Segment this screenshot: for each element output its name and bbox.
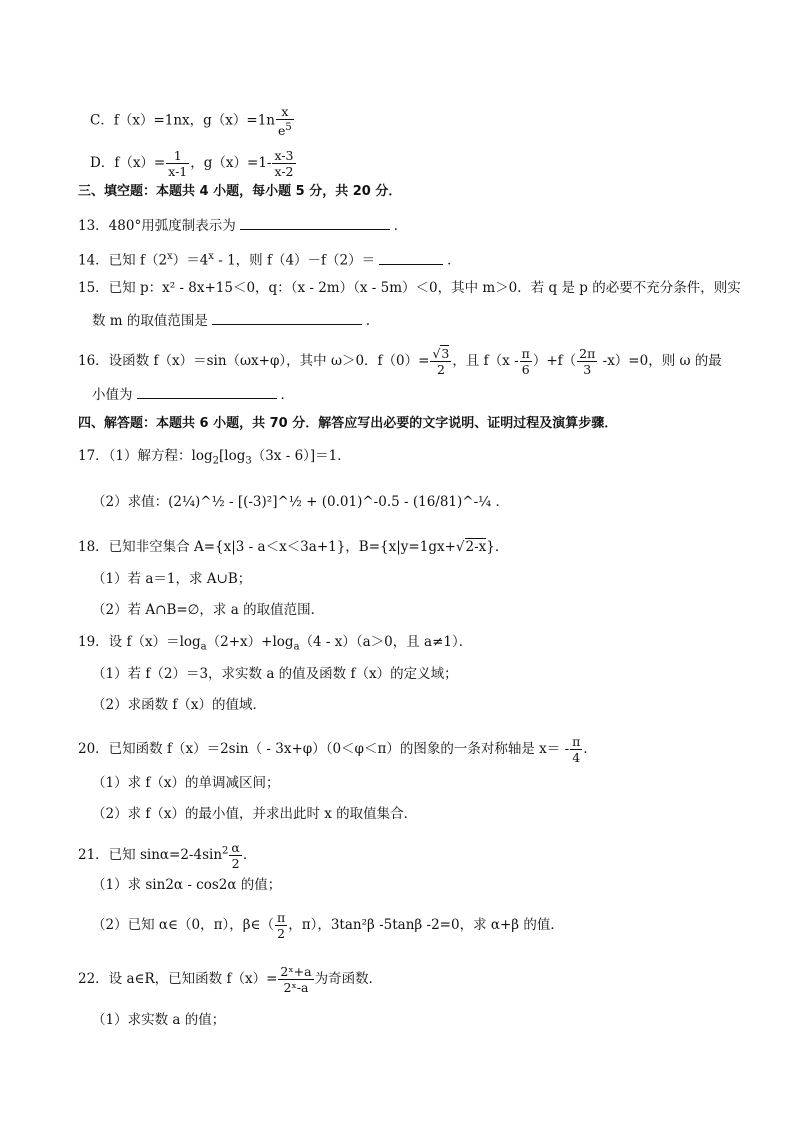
q21-end: ． [242, 847, 257, 863]
question-22-line2: （1）求实数 a 的值； [92, 1012, 226, 1028]
q14-rest: - 1，则 f（4）－f（2）＝ [213, 252, 376, 269]
q13-text: 13．480°用弧度制表示为 [78, 218, 236, 234]
q19-l1: 19．设 f（x）＝log [78, 634, 201, 650]
q16-mid: ，且 f（x - [452, 353, 519, 369]
denominator: x-2 [274, 164, 294, 179]
answer-blank[interactable] [212, 310, 362, 325]
numerator: x-3 [274, 148, 294, 163]
fraction [166, 148, 189, 179]
numerator: 2π [579, 346, 596, 361]
denominator: 6 [521, 362, 530, 377]
fraction [577, 346, 597, 377]
question-19-line3: （2）求函数 f（x）的值域． [92, 697, 266, 713]
q15-line2-text: 数 m 的取值范围是 [92, 313, 208, 329]
question-15-line2 [92, 310, 379, 331]
question-20-line1 [78, 734, 597, 765]
q17-l1b: [log [218, 448, 246, 464]
fraction [272, 148, 295, 179]
question-22-line1 [78, 964, 382, 995]
question-13 [78, 215, 407, 236]
question-21-line3 [92, 910, 564, 941]
fraction [229, 840, 241, 871]
q22-post: 为奇函数． [314, 971, 383, 987]
fraction [520, 346, 532, 377]
option-c-text: C．f（x）=1nx，g（x）=1n [90, 112, 275, 129]
option-d-text: D．f（x）= [90, 155, 166, 171]
q22-pre: 22．设 a∈R，已知函数 f（x）= [78, 971, 278, 987]
q14-sup: x [167, 251, 173, 262]
q16-line2-text: 小值为 [92, 387, 133, 403]
den-base: e [278, 123, 286, 139]
question-19-line1 [78, 632, 472, 658]
question-20-line2: （1）求 f（x）的单调减区间； [92, 775, 280, 791]
question-20-line3: （2）求 f（x）的最小值，并求出此时 x 的取值集合． [92, 806, 418, 822]
question-21-line2: （1）求 sin2α - cos2α 的值； [92, 877, 282, 893]
q14-mid: ）＝4 [172, 252, 209, 269]
sqrt-radicand: 2-x [465, 539, 487, 555]
denominator [276, 120, 294, 138]
numerator: 1 [166, 148, 189, 164]
sqrt-radicand: 3 [441, 346, 450, 361]
q19-sub: a [200, 641, 207, 653]
q21-l3pre: （2）已知 α∈（0，π），β∈（ [92, 917, 274, 933]
q18-l1: 18．已知非空集合 A={x|3 - a＜x＜3a+1}，B={x|y=1gx+ [78, 539, 456, 555]
fraction [278, 964, 313, 995]
q13-end: ． [393, 218, 408, 234]
answer-blank[interactable] [379, 250, 443, 265]
question-18-line1: 18．已知非空集合 A={x|3 - a＜x＜3a+1}，B={x|y=1gx+√2-x}． [78, 539, 509, 555]
numerator: π [521, 346, 530, 361]
den-sup: 5 [285, 122, 292, 133]
q14-text: 14．已知 f（2 [78, 252, 168, 269]
q21-sup: 2 [222, 845, 229, 857]
q17-sub2: 3 [245, 455, 252, 467]
question-16-line2 [92, 384, 294, 405]
q20-end: ． [583, 741, 597, 757]
question-17-part1 [78, 446, 351, 472]
fraction [275, 910, 287, 941]
section-fill-in-heading: 三、填空题：本题共 4 小题，每小题 5 分，共 20 分． [78, 184, 402, 199]
q18-l1end: }． [486, 539, 509, 555]
q16-mid2: ）+f（ [532, 353, 577, 369]
denominator: 2 [231, 856, 240, 871]
answer-blank[interactable] [240, 215, 390, 230]
numerator: √3 [432, 346, 450, 361]
question-18-line2: （1）若 a＝1，求 A∪B； [92, 571, 252, 587]
denominator: 3 [583, 362, 592, 377]
q17-sub1: 2 [212, 455, 219, 467]
question-18-line3: （2）若 A∩B=∅，求 a 的取值范围． [92, 602, 325, 618]
numerator: 2ˣ+a [280, 964, 312, 979]
q19-sub2: a [293, 641, 300, 653]
option-d-mid: ，g（x）=1- [190, 155, 272, 171]
denominator: 2 [277, 926, 286, 941]
question-15-line1: 15．已知 p：x² - 8x+15＜0，q：（x - 2m）（x - 5m）＜0，其中 m＞0．若 q 是 p 的必要不充分条件，则实 [78, 280, 741, 296]
q20-l1: 20．已知函数 f（x）＝2sin（ - 3x+φ）（0＜φ＜π）的图象的一条对称轴是 x＝ - [78, 741, 570, 757]
denominator: 2 [436, 362, 445, 377]
fraction [430, 346, 451, 377]
denominator: 4 [572, 750, 581, 765]
q14-end: ． [447, 252, 461, 269]
q21-l3post: ，π），3tan²β -5tanβ -2=0，求 α+β 的值． [288, 917, 564, 933]
q19-l1b: （2+x）+log [206, 634, 294, 650]
q16-end: ． [280, 387, 294, 403]
q15-end: ． [365, 313, 380, 329]
q19-l1c: （4 - x）（a＞0，且 a≠1）． [299, 634, 473, 650]
q17-expression: (2¼)^½ - [(-3)²]^½ + (0.01)^-0.5 - (16/81)^-¼ ． [168, 494, 510, 510]
question-14 [78, 247, 461, 271]
numerator: π [277, 910, 286, 925]
numerator: π [572, 734, 581, 749]
question-16-line1 [78, 346, 722, 377]
q21-l1: 21．已知 sinα=2-4sin [78, 847, 223, 863]
numerator: x [276, 104, 294, 120]
question-19-line2: （1）若 f（2）＝3，求实数 a 的值及函数 f（x）的定义域； [92, 666, 458, 682]
section-solution-heading: 四、解答题：本题共 6 小题，共 70 分．解答应写出必要的文字说明、证明过程及演算步骤． [78, 416, 618, 431]
q17-l1: 17．（1）解方程：log [78, 448, 213, 464]
q14-sup2: x [208, 251, 214, 262]
fraction [276, 104, 294, 138]
answer-blank[interactable] [137, 384, 277, 399]
q16-rest: -x）=0，则 ω 的最 [598, 353, 722, 369]
question-17-part2 [92, 492, 509, 512]
question-21-line1 [78, 840, 256, 871]
fraction [570, 734, 582, 765]
denominator: x-1 [168, 164, 188, 179]
numerator: α [231, 840, 240, 855]
q17-l2pre: （2）求值： [92, 494, 169, 510]
denominator: 2ˣ-a [283, 980, 309, 995]
q16-pre: 16．设函数 f（x）＝sin（ωx+φ），其中 ω＞0．f（0）= [78, 353, 430, 369]
option-c [90, 104, 295, 138]
q17-l1c: （3x - 6）]＝1． [251, 448, 351, 464]
option-d [90, 148, 297, 179]
